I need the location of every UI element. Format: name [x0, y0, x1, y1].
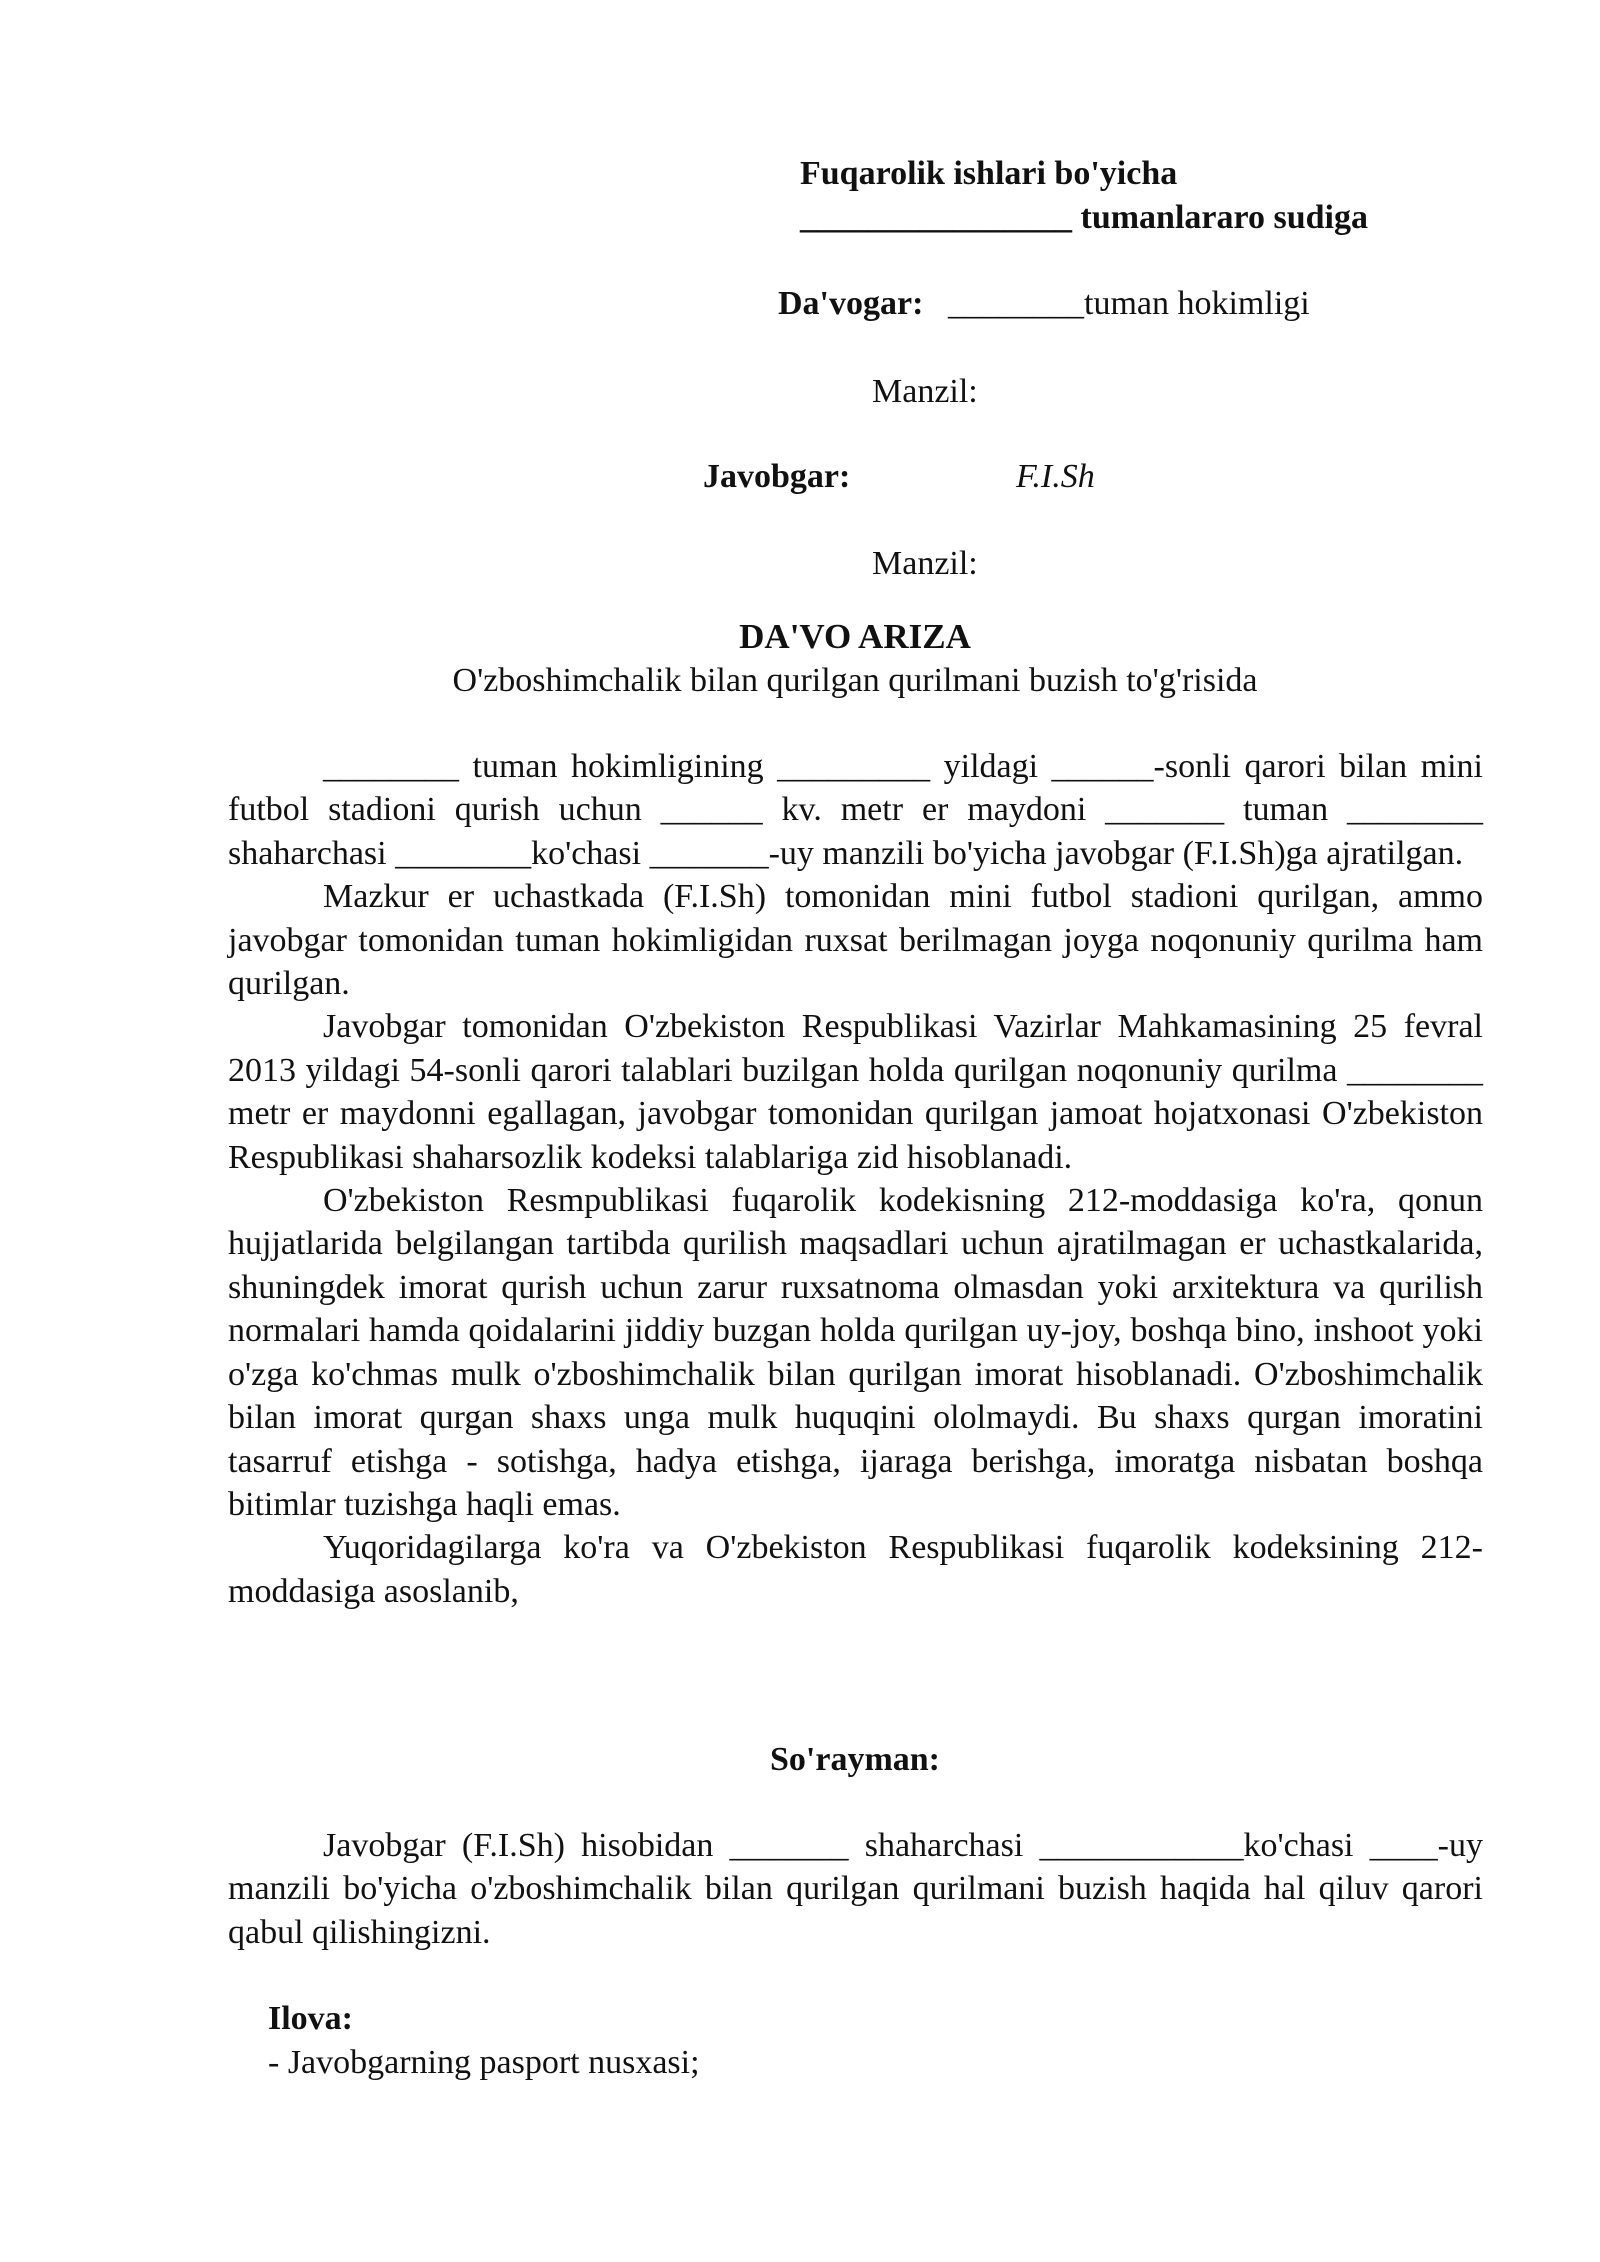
document-title: DA'VO ARIZA	[739, 617, 971, 656]
plaintiff-address-label: Manzil:	[872, 373, 978, 410]
body-paragraph-2: Mazkur er uchastkada (F.I.Sh) tomonidan mini futbol stadioni qurilgan, ammo javobgar tomonidan tuman hokimligidan ruxsat berilmagan joyga noqonuniy qurilma ham qurilgan.	[228, 878, 1483, 1003]
plaintiff-value: ________tuman hokimligi	[948, 285, 1310, 322]
body-paragraph-5: Yuqoridagilarga ko'ra va O'zbekiston Respublikasi fuqarolik kodeksining 212-moddasiga asoslanib,	[228, 1529, 1483, 1610]
defendant-label: Javobgar:	[703, 458, 851, 495]
request-heading: So'rayman:	[770, 1741, 940, 1778]
body-paragraph-4: O'zbekiston Resmpublikasi fuqarolik kodekisning 212-moddasiga ko'ra, qonun hujjatlarida belgilangan tartibda qurilish maqsadlari uchun ajratilmagan er uchastkalarida, shuningdek imorat qurish uchun zarur ruxsatnoma olmasdan yoki arxitektura va qurilish normalari hamda qoidalarini jiddiy buzgan holda qurilgan uy-joy, boshqa bino, inshoot yoki o'zga ko'chmas mulk o'zboshimchalik bilan qurilgan imorat hisoblanadi. O'zboshimchalik bilan imorat qurgan shaxs unga mulk huquqini ololmaydi. Bu shaxs qurgan imoratini tasarruf etishga - sotishga, hadya etishga, ijaraga berishga, imoratga nisbatan boshqa bitimlar tuzishga haqli emas.	[228, 1182, 1483, 1523]
request-section	[228, 1824, 1483, 1954]
defendant-address-label: Manzil:	[872, 545, 978, 582]
attachment-item: - Javobgarning pasport nusxasi;	[268, 2044, 700, 2081]
body-paragraph-3: Javobgar tomonidan O'zbekiston Respublikasi Vazirlar Mahkamasining 25 fevral 2013 yildagi 54-sonli qarori talablari buzilgan holda qurilgan noqonuniy qurilma ________ metr er maydonni egallagan, javobgar tomonidan qurilgan jamoat hojatxonasi O'zbekiston Respublikasi shaharsozlik kodeksi talablariga zid hisoblanadi.	[228, 1008, 1483, 1176]
body-section	[228, 745, 1483, 1613]
plaintiff-label: Da'vogar:	[778, 285, 924, 322]
document-subtitle: O'zboshimchalik bilan qurilgan qurilmani buzish to'g'risida	[452, 662, 1258, 699]
defendant-value: F.I.Sh	[1016, 458, 1095, 495]
request-paragraph: Javobgar (F.I.Sh) hisobidan _______ shaharchasi ____________ko'chasi ____-uy manzili bo'yicha o'zboshimchalik bilan qurilgan qurilmani buzish haqida hal qiluv qarori qabul qilishingizni.	[228, 1827, 1483, 1951]
attachments-heading: Ilova:	[268, 2000, 353, 2037]
addressee-line-2: ________________ tumanlararo sudiga	[800, 199, 1368, 236]
addressee-line-1: Fuqarolik ishlari bo'yicha	[800, 155, 1178, 192]
body-paragraph-1: ________ tuman hokimligining _________ yildagi ______-sonli qarori bilan mini futbol stadioni qurish uchun ______ kv. metr er maydoni _______ tuman ________ shaharchasi ________ko'chasi _______-uy manzili bo'yicha javobgar (F.I.Sh)ga ajratilgan.	[228, 748, 1483, 872]
